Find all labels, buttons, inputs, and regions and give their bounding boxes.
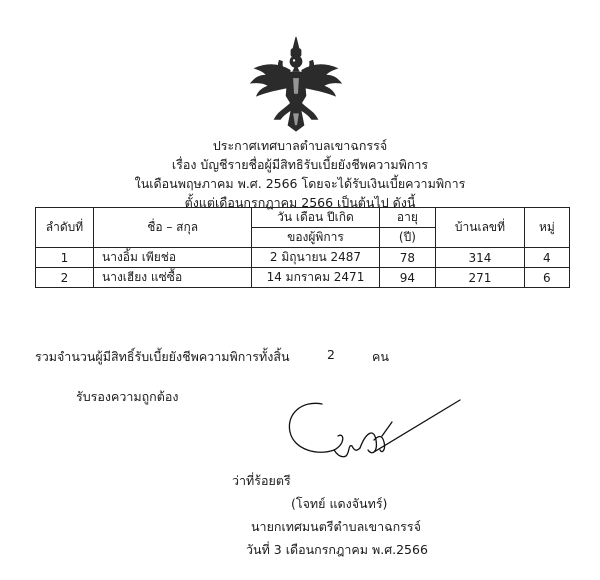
signer-rank: ว่าที่ร้อยตรี: [232, 473, 291, 488]
beneficiary-table: [35, 207, 570, 288]
header-name: ชื่อ – สกุล: [94, 208, 252, 248]
garuda-emblem-icon: [247, 34, 345, 134]
heading-line-3: ในเดือนพฤษภาคม พ.ศ. 2566 โดยจะได้รับเงินเบี้ยความพิการ: [134, 176, 466, 191]
signer-date: วันที่ 3 เดือนกรกฎาคม พ.ศ.2566: [246, 542, 428, 557]
signature-image: [282, 392, 462, 480]
header-moo: หมู่: [524, 208, 569, 248]
cell-name: นางอิ้ม เพียช่อ: [94, 248, 252, 268]
header-age-sub: (ปี): [379, 228, 436, 248]
summary-label: รวมจำนวนผู้มีสิทธิ์รับเบี้ยยังชีพความพิการทั้งสิ้น: [35, 349, 290, 364]
heading-line-4: ตั้งแต่เดือนกรกฎาคม 2566 เป็นต้นไป ดังนี้: [184, 195, 416, 210]
cell-name: นางเฮียง แซ่ซื้อ: [94, 268, 252, 288]
cell-moo: 6: [524, 268, 569, 288]
certify-text: รับรองความถูกต้อง: [76, 389, 179, 404]
table-row: [36, 268, 570, 288]
heading-line-2: เรื่อง บัญชีรายชื่อผู้มีสิทธิรับเบี้ยยังชีพความพิการ: [171, 157, 429, 172]
cell-no: 1: [36, 248, 94, 268]
summary-unit: คน: [372, 349, 389, 364]
cell-dob: 14 มกราคม 2471: [252, 268, 379, 288]
cell-no: 2: [36, 268, 94, 288]
header-no: ลำดับที่: [36, 208, 94, 248]
header-house: บ้านเลขที่: [436, 208, 524, 248]
cell-age: 94: [379, 268, 436, 288]
table-header-row: [36, 208, 570, 228]
signer-position: นายกเทศมนตรีตำบลเขาฉกรรจ์: [251, 519, 421, 534]
cell-moo: 4: [524, 248, 569, 268]
table-row: [36, 248, 570, 268]
announcement-heading: [0, 136, 600, 212]
header-age: อายุ: [379, 208, 436, 228]
header-dob: วัน เดือน ปีเกิด: [252, 208, 379, 228]
cell-dob: 2 มิถุนายน 2487: [252, 248, 379, 268]
summary-count: 2: [327, 347, 335, 362]
heading-line-1: ประกาศเทศบาลตำบลเขาฉกรรจ์: [212, 138, 388, 153]
cell-house: 314: [436, 248, 524, 268]
signer-name: (โจทย์ แดงจันทร์): [291, 496, 388, 511]
cell-house: 271: [436, 268, 524, 288]
cell-age: 78: [379, 248, 436, 268]
header-dob-sub: ของผู้พิการ: [252, 228, 379, 248]
